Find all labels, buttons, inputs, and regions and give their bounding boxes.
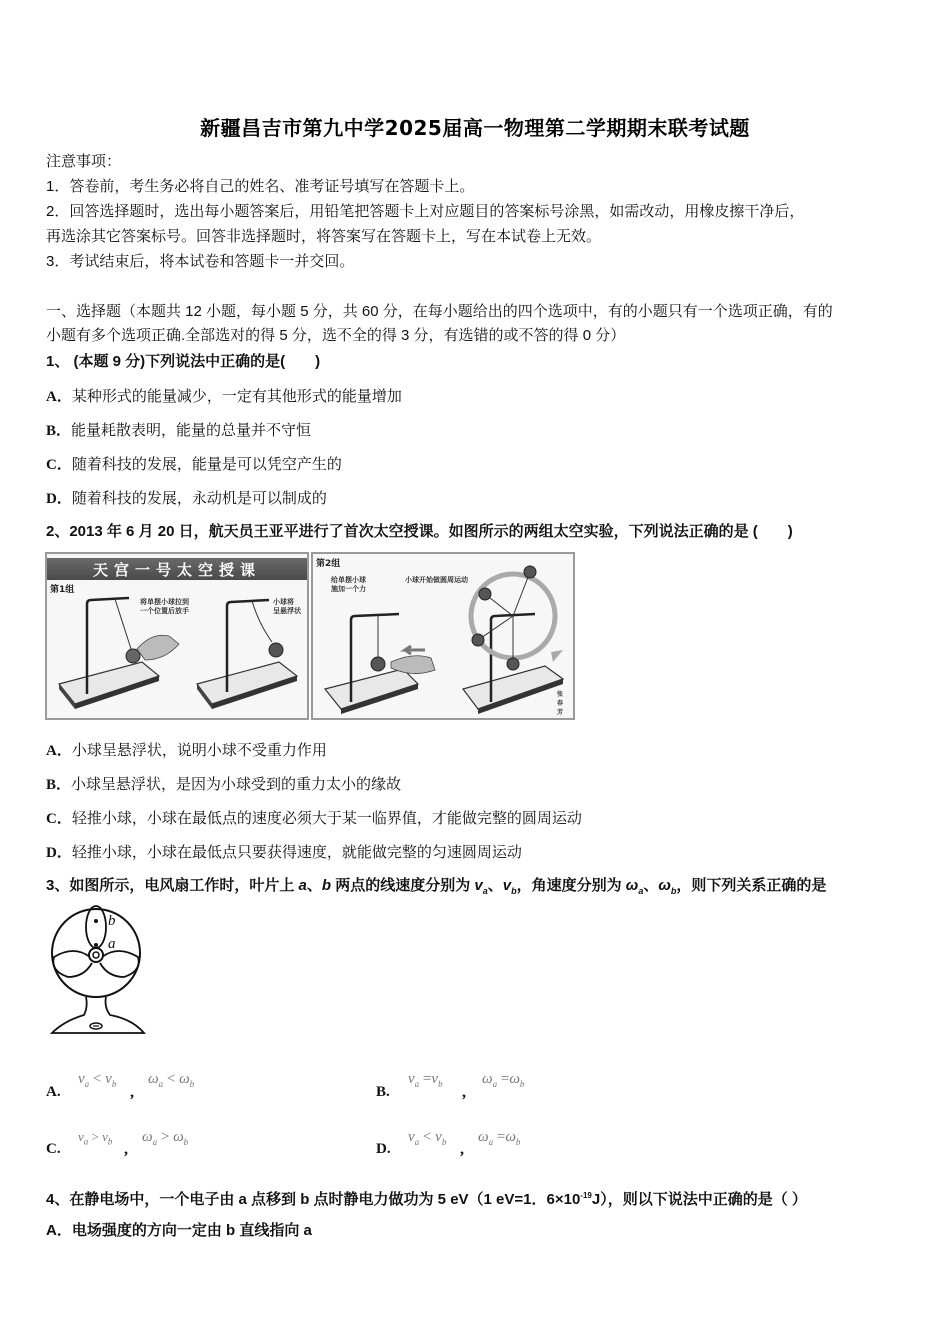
- option-label: C.: [46, 1141, 61, 1157]
- question-2-option-b: [46, 773, 401, 794]
- option-formula-omega: $\omega_a > \omega_b$: [142, 1129, 189, 1147]
- group1-label: 第1组: [50, 585, 75, 595]
- option-text: 随着科技的发展，能量是可以凭空产生的: [71, 457, 342, 473]
- option-label: D.: [376, 1141, 391, 1157]
- electric-fan-figure: [44, 905, 154, 1040]
- point-a-label: a: [108, 936, 116, 952]
- question-2-option-a: [46, 739, 327, 760]
- figure-banner: 天宫一号太空授课: [47, 558, 307, 580]
- option-text: 轻推小球，小球在最低点的速度必须大于某一临界值，才能做完整的圆周运动: [71, 811, 582, 827]
- question-1-option-b: [46, 419, 311, 440]
- option-formula-omega: $\omega_a =\omega_b$: [482, 1071, 525, 1089]
- notice-item-3: 3．考试结束后，将本试卷和答题卡一并交回。: [46, 253, 355, 270]
- option-label: D．: [46, 845, 72, 861]
- group2-caption-left: 给单摆小球 施加一个力: [331, 576, 366, 593]
- group1-caption-right: 小球将 呈悬浮状: [273, 598, 301, 615]
- option-label: B.: [376, 1084, 390, 1100]
- section-intro-line1: 一、选择题（本题共 12 小题，每小题 5 分，共 60 分，在每小题给出的四个选项中，有的小题只有一个选项正确，有的: [46, 303, 833, 320]
- pendulum-illustration: [47, 554, 307, 718]
- group2-label: 第2组: [316, 559, 341, 569]
- circular-motion-illustration: [313, 554, 573, 718]
- question-2-option-d: [46, 841, 522, 862]
- option-formula-omega: $\omega_a < \omega_b$: [148, 1071, 195, 1089]
- question-1-option-a: [46, 385, 402, 406]
- question-2-option-c: [46, 807, 582, 828]
- option-text: 小球呈悬浮状，是因为小球受到的重力太小的缘故: [71, 777, 402, 793]
- notice-item-2: 2．回答选择题时，选出每小题答案后，用铅笔把答题卡上对应题目的答案标号涂黑，如需改动，用橡皮擦干净后，: [46, 203, 805, 220]
- space-lesson-figure-group1: [45, 552, 309, 720]
- question-3-stem: 3、如图所示，电风扇工作时，叶片上 a、b 两点的线速度分别为 $v_a$、$v_b$，角速度分别为 $\omega_a$、$\omega_b$，则下列关系正确的是: [46, 877, 827, 896]
- question-4-stem: 4、在静电场中，一个电子由 a 点移到 b 点时静电力做功为 5 eV（1 eV=1．$6\times 10^{-19}J$），则以下说法中正确的是（ ）: [46, 1191, 807, 1208]
- option-label: B．: [46, 423, 72, 439]
- group2-caption-right: 小球开始做圆周运动: [405, 576, 468, 584]
- option-text: 随着科技的发展，永动机是可以制成的: [71, 491, 327, 507]
- question-1-stem: 1、 (本题 9 分)下列说法中正确的是( ): [46, 353, 321, 370]
- question-1-option-d: [46, 487, 327, 508]
- option-text: 电场强度的方向一定由 b 直线指向 a: [71, 1222, 312, 1239]
- space-lesson-figure-group2: [311, 552, 575, 720]
- option-text: 小球呈悬浮状，说明小球不受重力作用: [71, 743, 327, 759]
- option-label: A．: [46, 389, 72, 405]
- question-2-stem: 2、2013 年 6 月 20 日，航天员王亚平进行了首次太空授课。如图所示的两组太空实验，下列说法正确的是 ( ): [46, 523, 793, 540]
- option-text: 能量耗散表明，能量的总量并不守恒: [71, 423, 312, 439]
- document-title: 新疆昌吉市第九中学2025届高一物理第二学期期末联考试题: [200, 116, 750, 140]
- option-label: B．: [46, 777, 72, 793]
- option-label: A.: [46, 1084, 61, 1100]
- option-formula: $v_a > v_b$: [78, 1129, 113, 1147]
- figure-credit: 张春芳: [557, 691, 564, 716]
- option-label: A．: [46, 1222, 72, 1239]
- notice-item-2-cont: 再选涂其它答案标号。回答非选择题时，将答案写在答题卡上，写在本试卷上无效。: [46, 228, 602, 245]
- option-label: A．: [46, 743, 72, 759]
- option-label: C．: [46, 457, 72, 473]
- option-formula: $v_a < v_b$: [408, 1129, 447, 1147]
- question-1-option-c: [46, 453, 342, 474]
- section-intro-line2: 小题有多个选项正确.全部选对的得 5 分，选不全的得 3 分，有选错的或不答的得 0 分）: [46, 327, 626, 344]
- question-4-option-a: [46, 1221, 312, 1241]
- point-b-label: b: [108, 913, 116, 929]
- notice-item-1: 1．答卷前，考生务必将自己的姓名、准考证号填写在答题卡上。: [46, 178, 475, 195]
- option-label: D．: [46, 491, 72, 507]
- option-formula: $v_a =v_b$: [408, 1071, 443, 1089]
- option-label: C．: [46, 811, 72, 827]
- notice-heading: 注意事项：: [46, 153, 122, 170]
- group1-caption-left: 将单摆小球拉到 一个位置后放手: [140, 598, 189, 615]
- option-formula: $v_a < v_b$: [78, 1071, 117, 1089]
- option-formula-omega: $\omega_a =\omega_b$: [478, 1129, 521, 1147]
- option-text: 某种形式的能量减少，一定有其他形式的能量增加: [71, 389, 402, 405]
- option-text: 轻推小球，小球在最低点只要获得速度，就能做完整的匀速圆周运动: [71, 845, 522, 861]
